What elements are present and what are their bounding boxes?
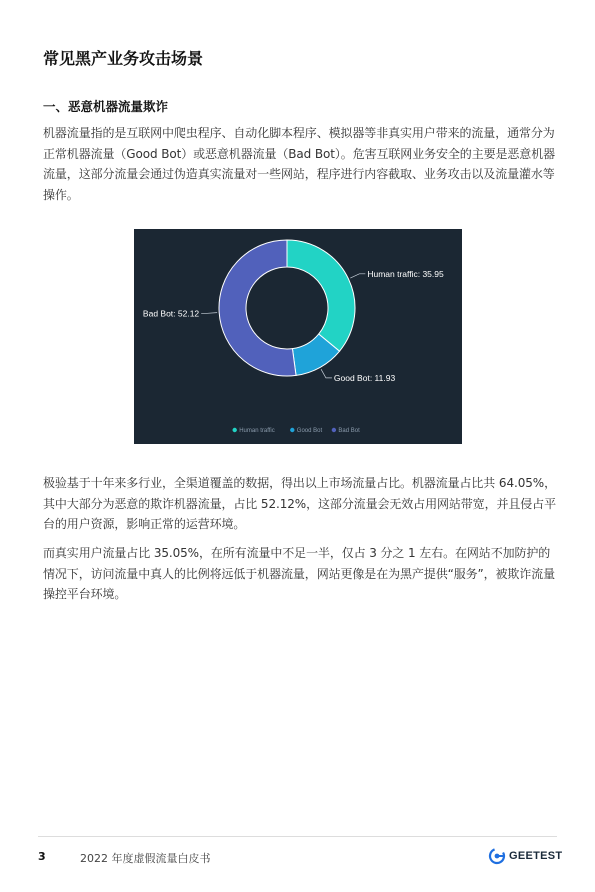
chart-canvas (134, 229, 462, 444)
footer-doc-title: 2022 年度虚假流量白皮书 (80, 852, 211, 865)
legend-swatch (290, 428, 294, 432)
label-leader-line (201, 313, 217, 314)
body-paragraph: 极验基于十年来多行业，全渠道覆盖的数据，得出以上市场流量占比。机器流量占比共 64.05%，其中大部分为恶意的欺诈机器流量，占比 52.12%，这部分流量会无效占用网站带宽，并且侵占平台的用户资源，影响正常的运营环境。 (43, 476, 556, 531)
legend-label: Bad Bot (338, 428, 360, 434)
section-heading: 一、恶意机器流量欺诈 (43, 99, 169, 114)
geetest-logo-text: GEETEST (509, 850, 563, 862)
traffic-donut-chart (134, 229, 462, 444)
page-number: 3 (38, 850, 46, 863)
geetest-logo (488, 847, 562, 865)
label-leader-line (350, 274, 365, 278)
label-leader-line (321, 369, 332, 378)
data-label-good-bot: Good Bot: 11.93 (333, 372, 396, 383)
legend-label: Good Bot (296, 428, 323, 434)
legend-label: Human traffic (239, 428, 275, 434)
legend-swatch (332, 428, 336, 432)
page-title: 常见黑产业务攻击场景 (43, 49, 204, 68)
footer-divider (38, 836, 557, 837)
geetest-logo-icon (488, 847, 506, 865)
data-label-human-traffic: Human traffic: 35.95 (367, 268, 444, 279)
donut-slice-human-traffic (287, 240, 355, 351)
legend-swatch (233, 428, 237, 432)
data-label-bad-bot: Bad Bot: 52.12 (142, 308, 200, 319)
donut-slice-bad-bot (219, 240, 296, 376)
body-paragraph: 而真实用户流量占比 35.05%，在所有流量中不足一半，仅占 3 分之 1 左右。在网站不加防护的情况下，访问流量中真人的比例将远低于机器流量，网站更像是在为黑产提供“服务”，被欺诈流量操控平台环境。 (43, 546, 556, 601)
body-paragraph: 机器流量指的是互联网中爬虫程序、自动化脚本程序、模拟器等非真实用户带来的流量，通常分为正常机器流量（Good Bot）或恶意机器流量（Bad Bot）。危害互联网业务安全的主要是恶意机器流量，这部分流量会通过伪造真实流量对一些网站，程序进行内容截取、业务攻击以及流量灌水等操作。 (43, 126, 555, 202)
